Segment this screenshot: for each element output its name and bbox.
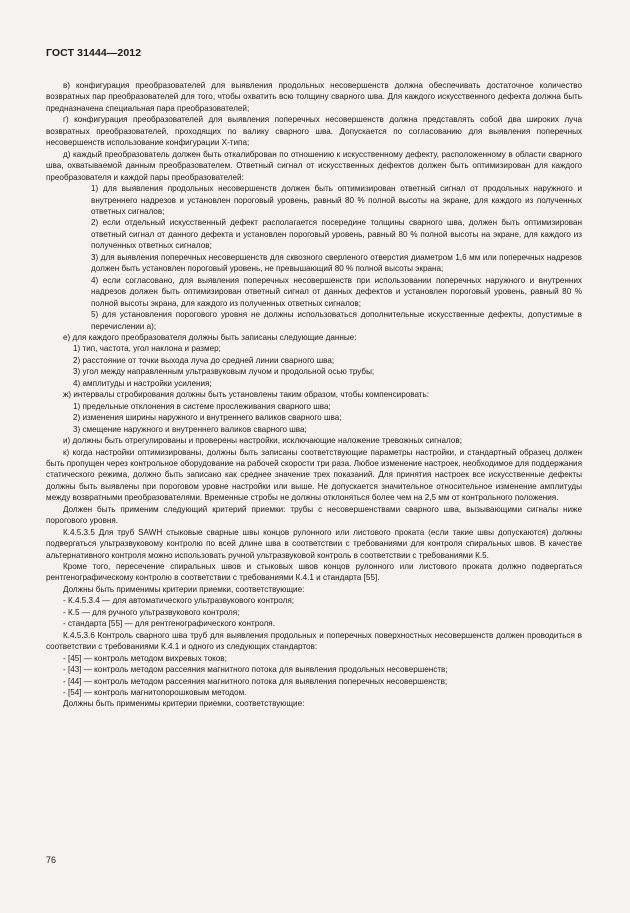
- paragraph: в) конфигурация преобразователей для выявления продольных несовершенств должна обеспечивать достаточное количество возвратных пар преобразователей для того, чтобы охватить всю толщину сварного шва. Для каждого искусственного дефекта должна быть предназначена специальная пара преобразователей;: [46, 81, 582, 113]
- paragraph: 2) изменения ширины наружного и внутреннего валиков сварного шва;: [73, 413, 342, 423]
- paragraph: - [45] — контроль методом вихревых токов;: [63, 653, 227, 663]
- paragraph: 1) для выявления продольных несовершенств должен быть оптимизирован ответный сигнал от продольных наружного и внутреннего надрезов и установлен пороговый уровень, равный 80 % полной высоты на экране, для каждого из полученных ответных сигналов;: [91, 184, 582, 216]
- paragraph: и) должны быть отрегулированы и проверены настройки, исключающие наложение тревожных сигналов;: [63, 436, 462, 446]
- paragraph: д) каждый преобразователь должен быть откалиброван по отношению к искусственному дефекту, расположенному в области сварного шва, охватываемой данным преобразователем. Ответный сигнал от искусственных дефектов должен быть оптимизирован для каждого преобразователя и каждой пары преобразователей:: [46, 149, 582, 182]
- document-body: [46, 80, 582, 710]
- paragraph: Должен быть применим следующий критерий приемки: трубы с несовершенствами сварного шва, вызывающими сигналы ниже порогового уровня.: [46, 504, 582, 526]
- paragraph: - К.4.5.3.4 — для автоматического ультразвукового контроля;: [63, 596, 295, 606]
- paragraph: 4) если согласовано, для выявления поперечных несовершенств при использовании поперечных наружного и внутренних надрезов должен быть оптимизирован ответный сигнал от данных дефектов и установлен пороговый уровень, равный 80 % полной высоты экрана, для каждого из полученных ответных сигналов;: [91, 275, 582, 308]
- paragraph: 3) смещение наружного и внутреннего валиков сварного шва;: [73, 424, 307, 434]
- paragraph: 4) амплитуды и настройки усиления;: [73, 378, 212, 388]
- paragraph: 1) предельные отклонения в системе прослеживания сварного шва;: [73, 401, 331, 411]
- page-number: 76: [46, 855, 57, 865]
- paragraph: - [44] — контроль методом рассеяния магнитного потока для выявления поперечных несовершенств;: [63, 676, 448, 686]
- paragraph: К.4.5.3.5 Для труб SAWH стыковые сварные швы концов рулонного или листового проката (если такие швы допускаются) должны подвергаться ультразвуковому контролю по всей длине шва в соответствии с требованиями для контроля спиральных швов. В качестве альтернативного контроля можно использовать ручной ультразвуковой контроль в соответствии с требованиями К.5.: [46, 527, 582, 560]
- paragraph: 2) если отдельный искусственный дефект располагается посередине толщины сварного шва, должен быть оптимизирован ответный сигнал от данного дефекта и установлен пороговый уровень, равный 80 % полной высоты на экране, для каждого из полученных ответных сигналов;: [91, 218, 582, 251]
- paragraph: г) конфигурация преобразователей для выявления поперечных несовершенств должна представлять собой два широких луча возвратных преобразователей, проходящих по валику сварного шва. Допускается по согласованию для выявления поперечных несовершенств использование конфигурации Х-типа;: [46, 115, 582, 148]
- paragraph: 3) для выявления поперечных несовершенств для сквозного сверленого отверстия диаметром 1,6 мм или поперечных надрезов должен быть установлен пороговый уровень, не превышающий 80 % полной высоты экрана;: [91, 252, 582, 274]
- paragraph: 2) расстояние от точки выхода луча до средней линии сварного шва;: [73, 355, 335, 365]
- paragraph: Должны быть применимы критерии приемки, соответствующие:: [63, 699, 305, 709]
- paragraph: е) для каждого преобразователя должны быть записаны следующие данные:: [63, 332, 357, 342]
- document-header: ГОСТ 31444—2012: [46, 47, 142, 59]
- paragraph: - [54] — контроль магнитопорошковым методом.: [63, 688, 247, 698]
- paragraph: - К.5 — для ручного ультразвукового контроля;: [63, 607, 240, 617]
- paragraph: 5) для установления порогового уровня не должны использоваться дополнительные искусственные дефекты, допустимые в перечислении а);: [91, 310, 582, 331]
- paragraph: 1) тип, частота, угол наклона и размер;: [73, 344, 221, 354]
- paragraph: - [43] — контроль методом рассеяния магнитного потока для выявления продольных несовершенств;: [63, 665, 448, 675]
- paragraph: к) когда настройки оптимизированы, должны быть записаны соответствующие параметры настройки, и стандартный образец должен быть пропущен через контрольное оборудование на рабочей скорости три раза. Любое изменение настроек, необходимое для поддержания статического режима, должно быть записано как среднее значение трех показаний. Для принятия настроек все искусственные дефекты должны быть выявлены при пороговом уровне настройки или выше. Не допускается значительное относительное изменение амплитуды между возвратными преобразователями. Временные стробы не должны отклоняться более чем на 2,5 мм от контрольного положения.: [46, 447, 582, 503]
- paragraph: Должны быть применимы критерии приемки, соответствующие:: [63, 584, 305, 594]
- paragraph: Кроме того, пересечение спиральных швов и стыковых швов концов рулонного или листового проката должно подвергаться рентгенографическому контролю в соответствии с требованиями К.4.1 и стандарта [55].: [46, 562, 582, 583]
- paragraph: - стандарта [55] — для рентгенографического контроля.: [63, 619, 275, 629]
- paragraph: ж) интервалы стробирования должны быть установлены таким образом, чтобы компенсировать:: [63, 390, 430, 400]
- paragraph: К.4.5.3.6 Контроль сварного шва труб для выявления продольных и поперечных поверхностных несовершенств должен проводиться в соответствии с требованиями К.4.1 и одного из следующих стандартов:: [46, 630, 582, 652]
- paragraph: 3) угол между направленным ультразвуковым лучом и продольной осью трубы;: [73, 367, 375, 377]
